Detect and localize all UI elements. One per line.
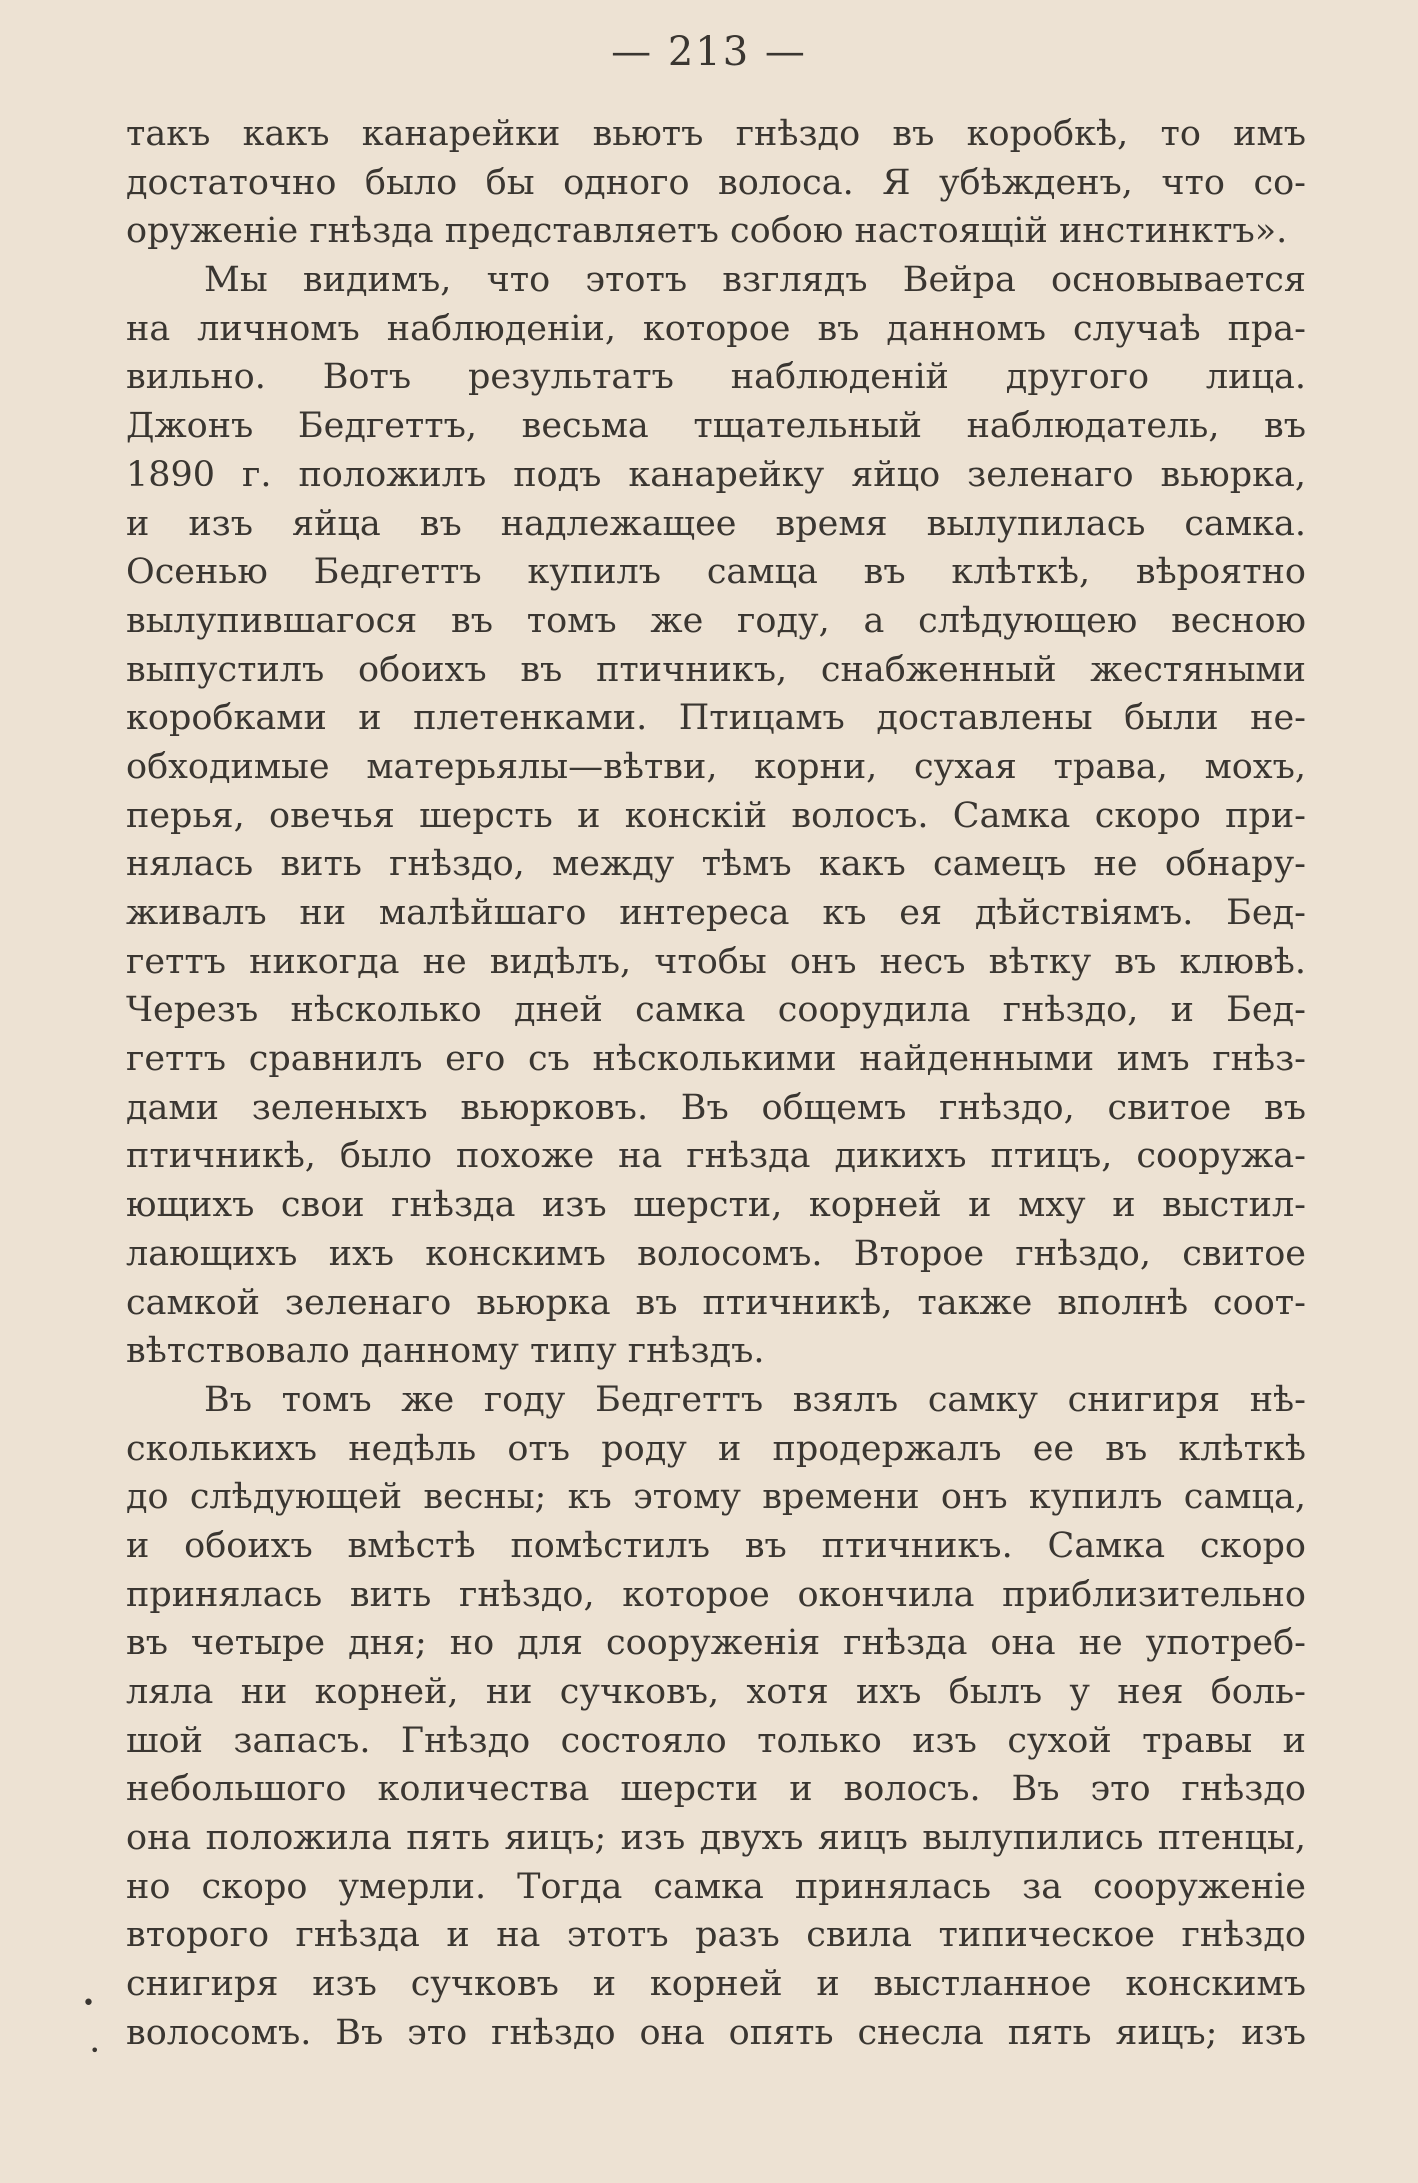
text-line: ляла ни корней, ни сучковъ, хотя ихъ былъ у нея боль- [126, 1672, 1306, 1712]
text-line: такъ какъ канарейки вьютъ гнѣздо въ коробкѣ, то имъ [126, 114, 1306, 154]
text-line: второго гнѣзда и на этотъ разъ свила типическое гнѣздо [126, 1915, 1306, 1956]
text-line: птичникѣ, было похоже на гнѣзда дикихъ птицъ, сооружа- [126, 1136, 1306, 1177]
text-line: обходимые матерьялы—вѣтви, корни, сухая трава, мохъ, [126, 746, 1306, 787]
text-line: въ четыре дня; но для сооруженія гнѣзда она не употреб- [126, 1623, 1306, 1664]
margin-dot: • [90, 2041, 100, 2060]
text-line: но скоро умерли. Тогда самка принялась за сооруженіе [126, 1866, 1306, 1907]
page-number: — 213 — [611, 29, 807, 75]
text-line: на личномъ наблюденіи, которое въ данномъ случаѣ пра- [126, 308, 1306, 349]
text-line: живалъ ни малѣйшаго интереса къ ея дѣйствіямъ. Бед- [126, 893, 1306, 933]
text-line: коробками и плетенками. Птицамъ доставлены были не- [126, 698, 1306, 739]
text-line: геттъ никогда не видѣлъ, чтобы онъ несъ вѣтку въ клювѣ. [126, 941, 1306, 982]
margin-dot: • [82, 1991, 95, 2016]
text-line: ющихъ свои гнѣзда изъ шерсти, корней и мху и выстил- [126, 1185, 1306, 1226]
text-line: самкой зеленаго вьюрка въ птичникѣ, также вполнѣ соот- [126, 1282, 1306, 1323]
text-line: нялась вить гнѣздо, между тѣмъ какъ самецъ не обнару- [126, 844, 1306, 885]
paragraph-first-line: Въ томъ же году Бедгеттъ взялъ самку снигиря нѣ- [204, 1379, 1306, 1420]
text-line: и изъ яйца въ надлежащее время вылупилась самка. [126, 503, 1306, 544]
body-text [126, 110, 1306, 2058]
text-line: дами зеленыхъ вьюрковъ. Въ общемъ гнѣздо, свитое въ [126, 1087, 1306, 1128]
text-line: оруженіе гнѣзда представляетъ собою настоящій инстинктъ». [126, 211, 1288, 252]
text-line: вылупившагося въ томъ же году, а слѣдующею весною [126, 600, 1306, 641]
text-line: Черезъ нѣсколько дней самка соорудила гнѣздо, и Бед- [126, 990, 1306, 1031]
text-line: принялась вить гнѣздо, которое окончила приблизительно [126, 1574, 1306, 1615]
text-line: достаточно было бы одного волоса. Я убѣжденъ, что со- [126, 162, 1306, 203]
text-line: волосомъ. Въ это гнѣздо она опять снесла пять яицъ; изъ [126, 2012, 1306, 2053]
text-line: вѣтствовало данному типу гнѣздъ. [126, 1331, 765, 1372]
text-line: Джонъ Бедгеттъ, весьма тщательный наблюдатель, въ [126, 406, 1306, 447]
text-line: небольшого количества шерсти и волосъ. Въ это гнѣздо [126, 1769, 1306, 1810]
text-line: выпустилъ обоихъ въ птичникъ, снабженный жестяными [126, 649, 1306, 690]
text-line: до слѣдующей весны; къ этому времени онъ купилъ самца, [126, 1477, 1306, 1518]
text-line: Осенью Бедгеттъ купилъ самца въ клѣткѣ, вѣроятно [126, 552, 1306, 593]
text-line: шой запасъ. Гнѣздо состояло только изъ сухой травы и [126, 1720, 1306, 1761]
text-line: сколькихъ недѣль отъ роду и продержалъ ее въ клѣткѣ [126, 1428, 1306, 1469]
text-line: 1890 г. положилъ подъ канарейку яйцо зеленаго вьюрка, [126, 454, 1306, 495]
text-line: снигиря изъ сучковъ и корней и выстланное конскимъ [126, 1964, 1306, 2005]
text-line: и обоихъ вмѣстѣ помѣстилъ въ птичникъ. Самка скоро [126, 1525, 1306, 1566]
text-line: вильно. Вотъ результатъ наблюденій другого лица. [126, 357, 1306, 398]
text-line: лающихъ ихъ конскимъ волосомъ. Второе гнѣздо, свитое [126, 1233, 1306, 1274]
text-line: перья, овечья шерсть и конскій волосъ. Самка скоро при- [126, 795, 1306, 836]
text-line: она положила пять яицъ; изъ двухъ яицъ вылупились птенцы, [126, 1818, 1306, 1859]
paragraph-first-line: Мы видимъ, что этотъ взглядъ Вейра основывается [204, 260, 1306, 301]
text-line: геттъ сравнилъ его съ нѣсколькими найденными имъ гнѣз- [126, 1039, 1306, 1080]
